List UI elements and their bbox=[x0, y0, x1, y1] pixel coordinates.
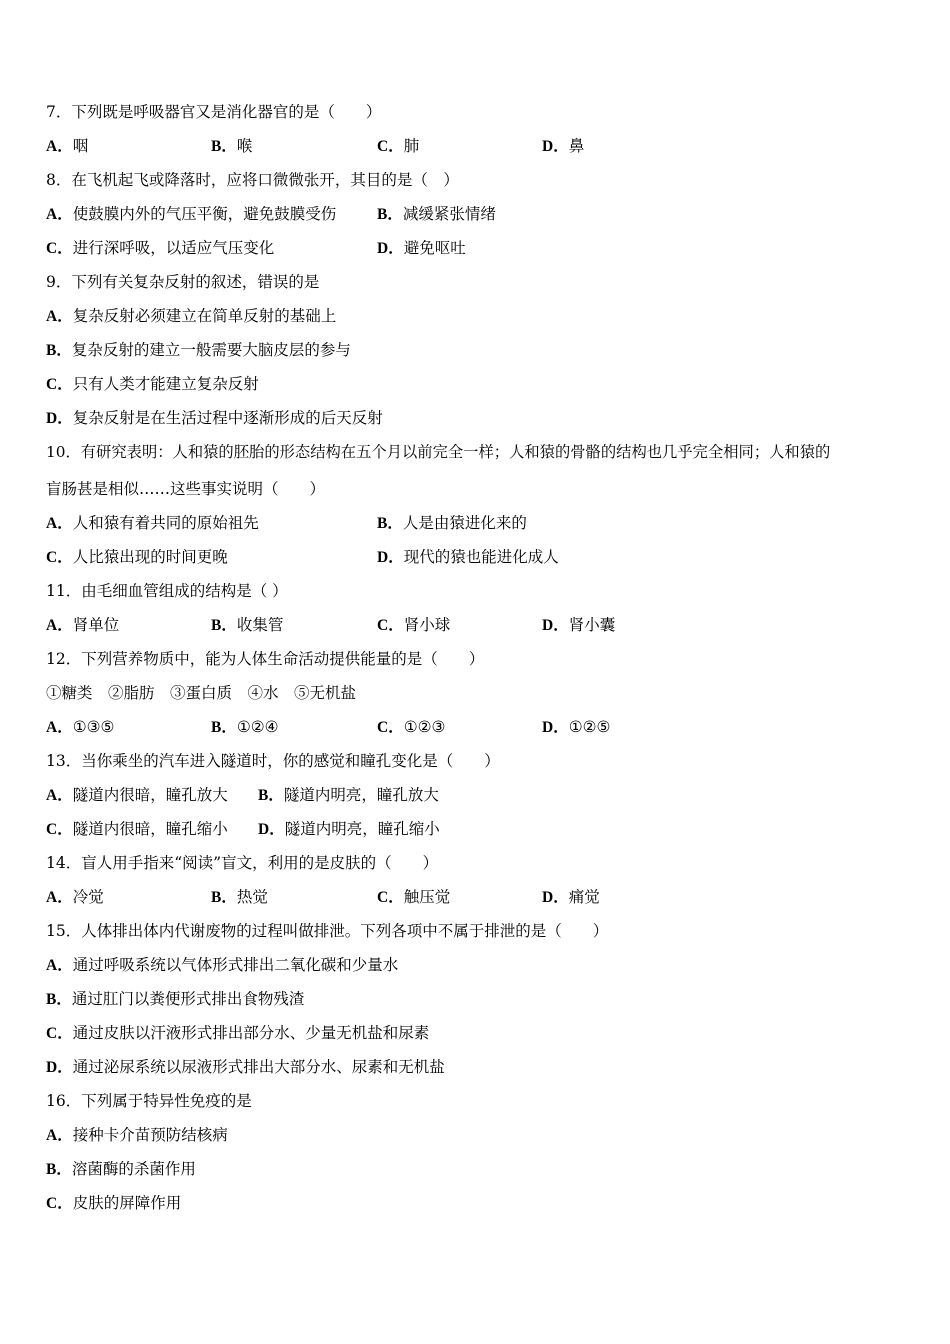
option-letter: A． bbox=[46, 515, 73, 532]
option-letter: B． bbox=[377, 206, 403, 223]
option-text: 肾小囊 bbox=[568, 616, 616, 634]
option-text: 通过肛门以粪便形式排出食物残渣 bbox=[71, 990, 305, 1008]
question-13-option-c bbox=[46, 819, 228, 840]
question-14-option-a bbox=[46, 887, 104, 908]
option-letter: B． bbox=[211, 719, 237, 736]
option-text: 减缓紧张情绪 bbox=[402, 205, 496, 223]
option-letter: D． bbox=[542, 719, 569, 736]
option-text: 喉 bbox=[236, 137, 253, 155]
option-text: 痛觉 bbox=[568, 888, 600, 906]
option-text: 使鼓膜内外的气压平衡，避免鼓膜受伤 bbox=[72, 205, 337, 223]
option-text: 收集管 bbox=[236, 616, 284, 634]
option-letter: C． bbox=[46, 240, 73, 257]
option-text: ①③⑤ bbox=[72, 718, 115, 736]
question-9-option-b bbox=[46, 340, 351, 361]
option-letter: D． bbox=[542, 617, 569, 634]
option-text: 溶菌酶的杀菌作用 bbox=[71, 1160, 196, 1178]
option-text: 冷觉 bbox=[72, 888, 104, 906]
question-13-option-b bbox=[258, 785, 439, 806]
question-12-stem: 12．下列营养物质中，能为人体生命活动提供能量的是（ ） bbox=[46, 650, 485, 668]
option-text: 皮肤的屏障作用 bbox=[72, 1194, 182, 1212]
option-letter: C． bbox=[377, 138, 404, 155]
option-letter: D． bbox=[46, 410, 73, 427]
option-letter: C． bbox=[377, 617, 404, 634]
question-10-stem-line-2: 盲肠甚是相似……这些事实说明（ ） bbox=[46, 480, 326, 498]
option-letter: D． bbox=[46, 1059, 73, 1076]
question-8-option-a bbox=[46, 204, 336, 225]
question-11-option-a bbox=[46, 615, 119, 636]
question-10-option-b bbox=[377, 513, 527, 534]
question-10-option-a bbox=[46, 513, 259, 534]
option-letter: B． bbox=[258, 787, 284, 804]
option-letter: B． bbox=[46, 991, 72, 1008]
option-text: ①②④ bbox=[236, 718, 279, 736]
option-letter: A． bbox=[46, 1127, 73, 1144]
option-letter: A． bbox=[46, 206, 73, 223]
question-9-option-d bbox=[46, 408, 383, 429]
option-letter: A． bbox=[46, 617, 73, 634]
option-text: 触压觉 bbox=[403, 888, 451, 906]
question-11-option-b bbox=[211, 615, 283, 636]
option-text: 通过皮肤以汗液形式排出部分水、少量无机盐和尿素 bbox=[72, 1024, 430, 1042]
question-10-option-c bbox=[46, 547, 228, 568]
question-10-option-d bbox=[377, 547, 559, 568]
option-letter: A． bbox=[46, 889, 73, 906]
option-letter: A． bbox=[46, 308, 73, 325]
question-13-option-a bbox=[46, 785, 228, 806]
option-text: 鼻 bbox=[568, 137, 585, 155]
option-text: 肾小球 bbox=[403, 616, 451, 634]
question-14-option-c bbox=[377, 887, 450, 908]
option-text: 通过呼吸系统以气体形式排出二氧化碳和少量水 bbox=[72, 956, 399, 974]
option-letter: B． bbox=[211, 617, 237, 634]
option-text: 隧道内很暗，瞳孔放大 bbox=[72, 786, 228, 804]
option-text: 隧道内明亮，瞳孔缩小 bbox=[284, 820, 440, 838]
option-text: 热觉 bbox=[236, 888, 268, 906]
option-text: 咽 bbox=[72, 137, 89, 155]
option-text: 隧道内很暗，瞳孔缩小 bbox=[72, 820, 228, 838]
question-15-option-d bbox=[46, 1057, 445, 1078]
option-letter: A． bbox=[46, 787, 73, 804]
question-8-option-d bbox=[377, 238, 466, 259]
option-text: 复杂反射的建立一般需要大脑皮层的参与 bbox=[71, 341, 351, 359]
option-letter: B． bbox=[211, 138, 237, 155]
option-letter: C． bbox=[46, 821, 73, 838]
question-12-option-d bbox=[542, 717, 610, 738]
question-12-option-a bbox=[46, 717, 114, 738]
question-10-stem-line-1: 10．有研究表明：人和猿的胚胎的形态结构在五个月以前完全一样；人和猿的骨骼的结构也几乎完全相同；人和猿的 bbox=[46, 443, 831, 461]
option-letter: D． bbox=[258, 821, 285, 838]
question-16-option-c bbox=[46, 1193, 181, 1214]
option-text: 只有人类才能建立复杂反射 bbox=[72, 375, 259, 393]
question-15-option-c bbox=[46, 1023, 429, 1044]
option-letter: C． bbox=[46, 376, 73, 393]
option-letter: D． bbox=[542, 889, 569, 906]
option-text: ①②⑤ bbox=[568, 718, 611, 736]
option-text: ①②③ bbox=[403, 718, 446, 736]
question-8-stem: 8．在飞机起飞或降落时，应将口微微张开，其目的是（ ） bbox=[46, 171, 459, 189]
option-letter: C． bbox=[46, 549, 73, 566]
option-text: 人是由猿进化来的 bbox=[402, 514, 527, 532]
option-letter: A． bbox=[46, 957, 73, 974]
question-8-option-b bbox=[377, 204, 496, 225]
question-14-option-b bbox=[211, 887, 268, 908]
option-letter: C． bbox=[46, 1195, 73, 1212]
question-15-option-a bbox=[46, 955, 398, 976]
option-letter: A． bbox=[46, 138, 73, 155]
option-text: 人和猿有着共同的原始祖先 bbox=[72, 514, 259, 532]
option-letter: C． bbox=[377, 889, 404, 906]
option-letter: B． bbox=[211, 889, 237, 906]
option-letter: C． bbox=[377, 719, 404, 736]
option-letter: B． bbox=[377, 515, 403, 532]
option-text: 肾单位 bbox=[72, 616, 120, 634]
question-14-option-d bbox=[542, 887, 600, 908]
question-16-stem: 16．下列属于特异性免疫的是 bbox=[46, 1092, 252, 1110]
question-9-option-a bbox=[46, 306, 336, 327]
question-7-option-a bbox=[46, 136, 88, 157]
option-letter: D． bbox=[377, 240, 404, 257]
option-letter: B． bbox=[46, 1161, 72, 1178]
option-text: 现代的猿也能进化成人 bbox=[403, 548, 559, 566]
question-11-stem: 11．由毛细血管组成的结构是（ ） bbox=[46, 582, 288, 600]
option-text: 肺 bbox=[403, 137, 420, 155]
question-15-option-b bbox=[46, 989, 304, 1010]
question-11-option-c bbox=[377, 615, 450, 636]
question-11-option-d bbox=[542, 615, 615, 636]
question-7-option-c bbox=[377, 136, 419, 157]
question-12-option-b bbox=[211, 717, 279, 738]
question-9-stem: 9．下列有关复杂反射的叙述，错误的是 bbox=[46, 273, 320, 291]
question-14-stem: 14．盲人用手指来“阅读”盲文，利用的是皮肤的（ ） bbox=[46, 854, 439, 872]
option-text: 接种卡介苗预防结核病 bbox=[72, 1126, 228, 1144]
option-text: 复杂反射是在生活过程中逐渐形成的后天反射 bbox=[72, 409, 383, 427]
option-text: 复杂反射必须建立在简单反射的基础上 bbox=[72, 307, 337, 325]
option-text: 人比猿出现的时间更晚 bbox=[72, 548, 228, 566]
question-7-option-b bbox=[211, 136, 252, 157]
option-text: 避免呕吐 bbox=[403, 239, 466, 257]
question-7-stem: 7．下列既是呼吸器官又是消化器官的是（ ） bbox=[46, 103, 382, 121]
option-text: 通过泌尿系统以尿液形式排出大部分水、尿素和无机盐 bbox=[72, 1058, 445, 1076]
question-13-stem: 13．当你乘坐的汽车进入隧道时，你的感觉和瞳孔变化是（ ） bbox=[46, 752, 500, 770]
question-16-option-b bbox=[46, 1159, 196, 1180]
question-13-option-d bbox=[258, 819, 440, 840]
question-12-items: ①糖类 ②脂肪 ③蛋白质 ④水 ⑤无机盐 bbox=[46, 684, 357, 702]
option-letter: B． bbox=[46, 342, 72, 359]
question-9-option-c bbox=[46, 374, 259, 395]
question-12-option-c bbox=[377, 717, 445, 738]
question-16-option-a bbox=[46, 1125, 228, 1146]
question-15-stem: 15．人体排出体内代谢废物的过程叫做排泄。下列各项中不属于排泄的是（ ） bbox=[46, 922, 609, 940]
option-letter: C． bbox=[46, 1025, 73, 1042]
option-letter: D． bbox=[377, 549, 404, 566]
option-letter: D． bbox=[542, 138, 569, 155]
option-letter: A． bbox=[46, 719, 73, 736]
option-text: 进行深呼吸，以适应气压变化 bbox=[72, 239, 275, 257]
question-8-option-c bbox=[46, 238, 274, 259]
option-text: 隧道内明亮，瞳孔放大 bbox=[283, 786, 439, 804]
question-7-option-d bbox=[542, 136, 584, 157]
